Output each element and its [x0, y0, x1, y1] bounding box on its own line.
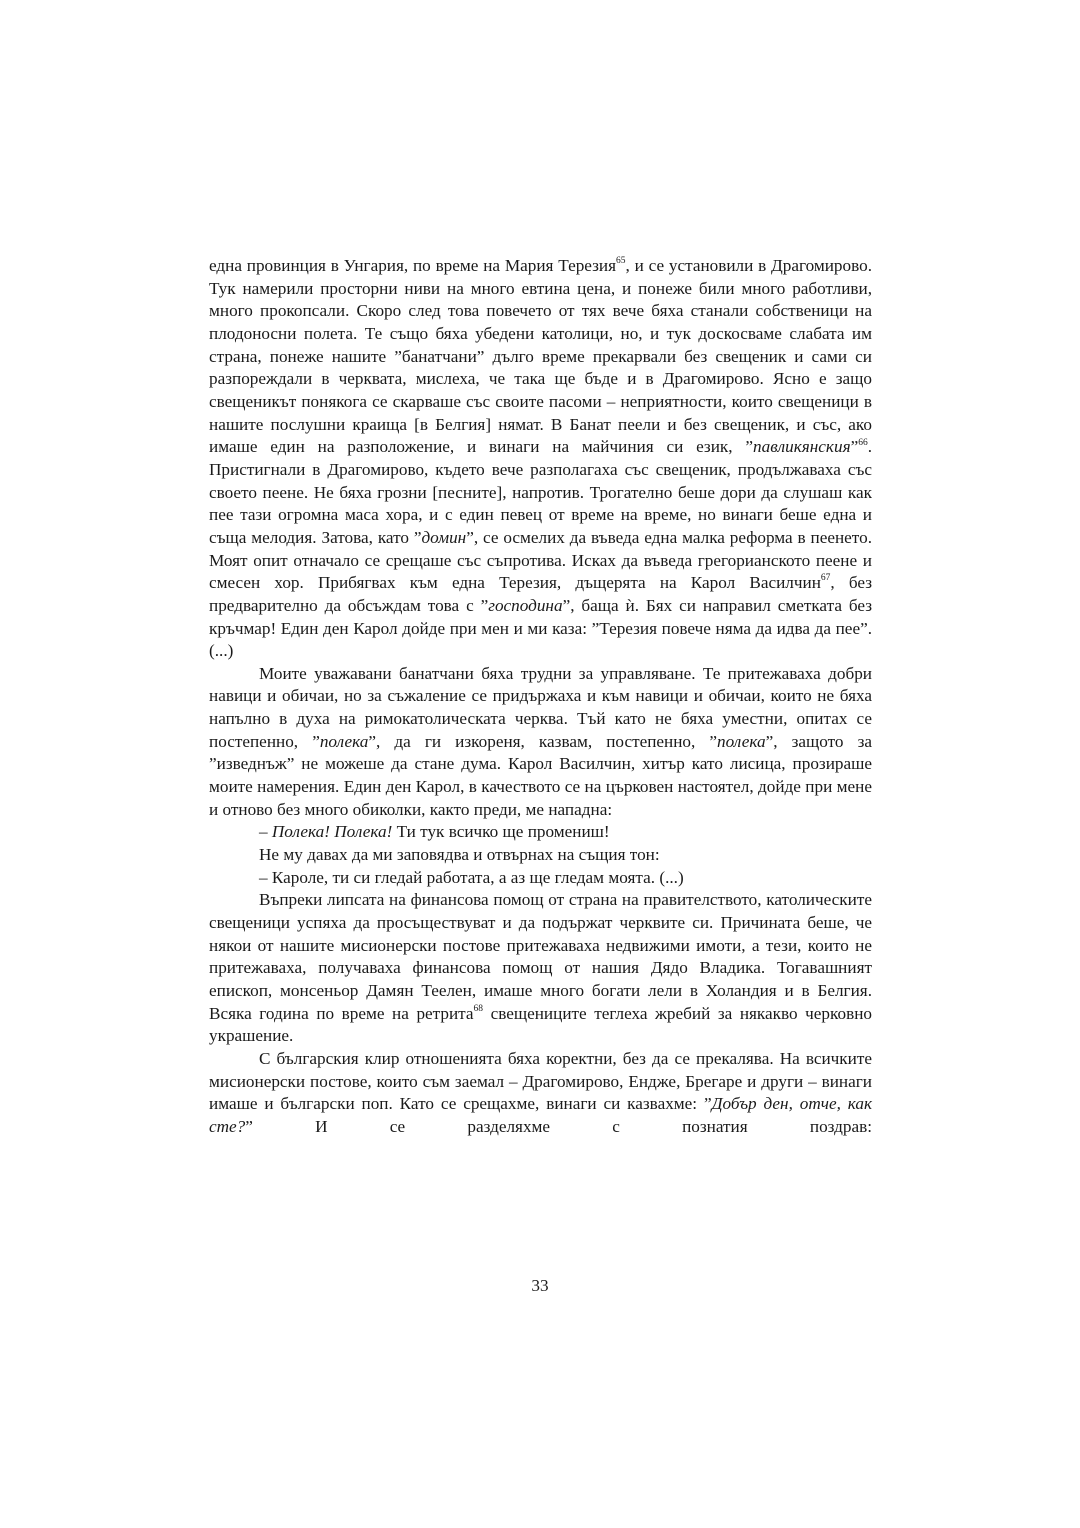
paragraph [209, 821, 872, 844]
text-run: една провинция в Унгария, по време на Мария Терезия [209, 256, 617, 275]
italic-text: полека [319, 731, 369, 751]
footnote-ref: 65 [616, 256, 626, 267]
text-run: ” И се разделяхме с познатия поздрав: [245, 1116, 872, 1136]
text-run: ”, да ги изкореня, казвам, постепенно, ” [368, 731, 718, 751]
text-run: Въпреки липсата на финансова помощ от страна на правителството, католическите свещеници успяха да просъществуват и да подържат черквите си. Причината беше, че някои от нашите мисионерски постове притежаваха недвижими имоти, а тези, които не притежаваха, получаваха финансова помощ от нашия Дядо Владика. Тогавашният епископ, монсеньор Дамян Теелен, имаше много богати лели в Холандия и в Белгия. Всяка година по време на ретрита [209, 890, 872, 1023]
text-run: свещениците теглеха жребий за някакво черковно украшение. [209, 1003, 872, 1046]
text-run: ” [850, 437, 859, 457]
text-run: Моите уважавани банатчани бяха трудни за управляване. Те притежаваха добри навици и обичаи, но за съжаление се придържаха и към навици и обичаи, които не бяха напълно в духа на римокатолическата черква. Тъй като не бяха уместни, опитах се постепенно, ” [209, 663, 872, 751]
footnote-ref: 68 [473, 1003, 484, 1014]
text-run: . Пристигнали в Драгомирово, където вече разполагаха със свещеник, продължаваха със своето пеене. Не бяха грозни [песните], напротив. Трогателно беше дори да слушаш как пее тази огромна маса хора, и с един певец от време на време, но винаги беше една и съща мелодия. Затова, като ” [209, 437, 872, 547]
text-run: – Кароле, ти си гледай работата, а аз ще гледам моята. (...) [259, 867, 684, 887]
italic-text: полека [717, 731, 766, 751]
text-run: ”, се осмелих да въведа една малка реформа в пеенето. Моят опит отначало се срещаше със съпротива. Исках да въведа грегорианското пеене и смесен хор. Прибягвах към една Терезия, дъщерята на Карол Василчин [209, 527, 872, 593]
text-run: , без предварително да обсъждам това с ” [209, 573, 873, 615]
text-run: Ти тук всичко ще промениш! [392, 822, 610, 842]
footnote-ref: 67 [820, 573, 831, 584]
paragraph [209, 255, 872, 663]
body-text [209, 255, 872, 1139]
text-run: – [259, 822, 272, 842]
italic-text: Добър ден, отче, как сте? [209, 1094, 872, 1136]
text-run: , и се установили в Драгомирово. Тук намерили просторни ниви на много евтина цена, и понеже били много работливи, много прокопсали. Скоро след това повечето от тях вече бяха станали собственици на плодоносни полета. Те също бяха убедени католици, но, и тук доскосваме слабата им страна, понеже нашите ”банатчани” дълго време прекарвали без свещеник и сами си разпореждали в черквата, мислеха, че така ще бъде и в Драгомирово. Ясно е защо свещеникът понякога се скарваше със своите пасоми – неприятности, които свещеници в нашите послушни краища [в Белгия] нямат. В Банат пеели и без свещеник, и със, ако имаше един на разположение, и винаги на майчиния си език, ” [209, 256, 873, 457]
text-run: ”, баща ѝ. Бях си направил сметката без кръчмар! Един ден Карол дойде при мен и ми каза: ”Терезия повече няма да идва да пее”. (...) [209, 595, 873, 661]
paragraph [209, 867, 872, 890]
text-run: ”, защото за ”изведнъж” не можеше да стане дума. Карол Василчин, хитър като лисица, прозираше моите намерения. Един ден Карол, в качеството се на църковен настоятел, дойде при мене и отново без много обиколки, както преди, ме нападна: [209, 731, 872, 819]
italic-text: Полека! Полека! [271, 822, 393, 842]
paragraph [209, 1048, 872, 1139]
footnote-ref: 66 [858, 437, 868, 448]
italic-text: домин [421, 527, 467, 547]
paragraph [209, 663, 872, 822]
text-run: С българския клир отношенията бяха коректни, без да се прекалява. На всичките мисионерски постове, които съм заемал – Драгомирово, Ендже, Брегаре и други – винаги имаше и български поп. Като се срещахме, винаги си казвахме: ” [209, 1048, 872, 1114]
paragraph [209, 844, 872, 867]
text-run: Не му давах да ми заповядва и отвърнах на същия тон: [259, 845, 660, 865]
italic-text: господина [488, 595, 563, 615]
paragraph [209, 889, 872, 1048]
italic-text: павликянския [753, 437, 851, 457]
page-number: 33 [531, 1276, 549, 1295]
